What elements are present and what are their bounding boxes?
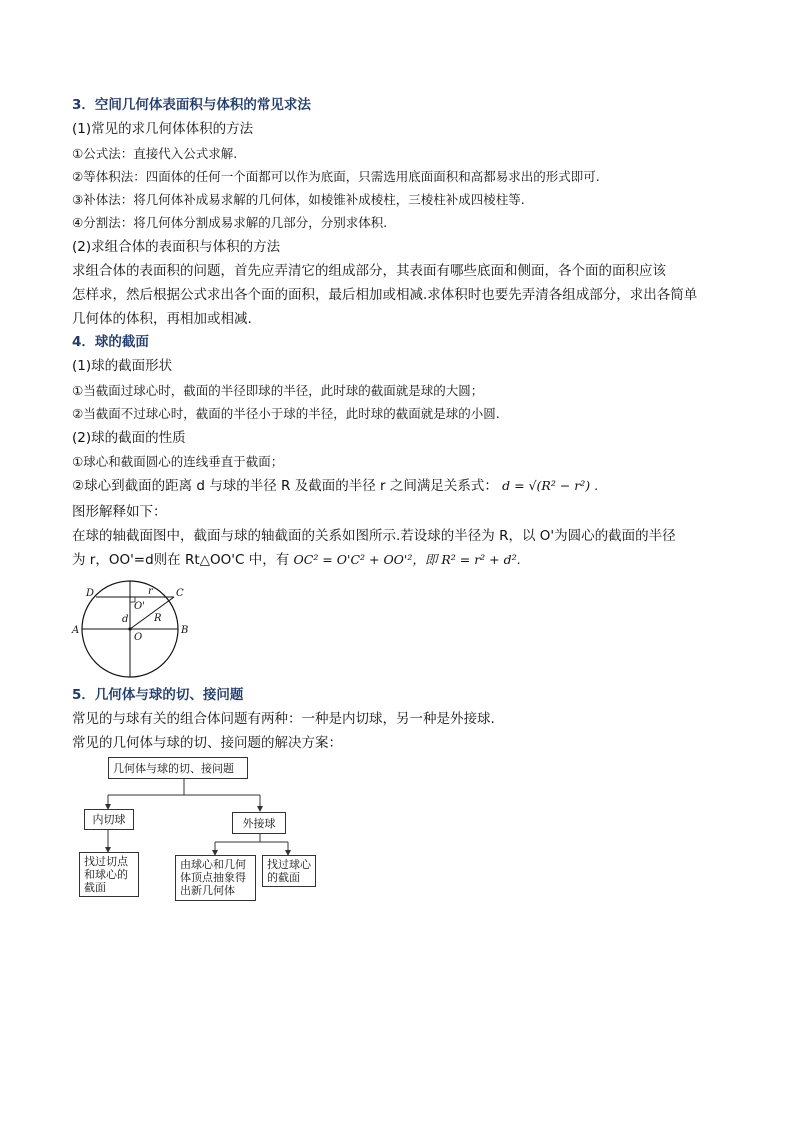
section4-heading: 4．球的截面 [72,334,149,350]
section3-paragraph-line-3: 几何体的体积，再相加或相减. [72,311,252,327]
flow-new-solid-box: 由球心和几何体顶点抽象得出新几何体 [175,855,256,901]
section4-explain-line-2-formula: OC² = O'C² + OO'²，即 R² = r² + d². [293,552,521,567]
label-C: C [176,588,184,599]
section4-subheading-1: (1)球的截面形状 [72,358,173,374]
section3-paragraph-line-1: 求组合体的表面积的问题，首先应弄清它的组成部分，其表面有哪些底面和侧面，各个面的面积应该 [72,263,666,279]
label-d: d [122,614,129,625]
label-O-prime: O' [134,601,145,612]
section4-explain-title: 图形解释如下： [72,504,167,520]
section4-item-1: ①当截面过球心时，截面的半径即球的半径，此时球的截面就是球的大圆； [72,383,484,398]
section4-property-2-formula: d = √(R² − r²) . [502,478,599,493]
section3-item-2: ②等体积法：四面体的任何一个面都可以作为底面，只需选用底面面积和高都易求出的形式即可. [72,169,600,184]
section4-explain-line-1: 在球的轴截面图中，截面与球的轴截面的关系如图所示.若设球的半径为 R，以 O'为圆心的截面的半径 [72,528,676,544]
section3-item-3: ③补体法：将几何体补成易求解的几何体，如棱锥补成棱柱，三棱柱补成四棱柱等. [72,192,525,207]
section3-item-1: ①公式法：直接代入公式求解. [72,146,238,161]
section5-heading: 5．几何体与球的切、接问题 [72,687,244,703]
section4-subheading-2: (2)球的截面的性质 [72,430,186,446]
label-A: A [72,625,80,636]
label-r: r [148,586,153,597]
flow-center-section-box: 找过球心的截面 [262,855,316,887]
label-O: O [134,632,143,643]
section3-subheading-1: (1)常见的求几何体体积的方法 [72,121,254,137]
section5-line-1: 常见的与球有关的组合体问题有两种：一种是内切球，另一种是外接球. [72,711,495,727]
label-R: R [154,613,162,624]
section4-property-2-text: ②球心到截面的距离 d 与球的半径 R 及截面的半径 r 之间满足关系式： [72,478,498,494]
flow-inscribed-sphere-box: 内切球 [84,809,134,830]
label-D: D [86,588,95,599]
section3-item-4: ④分割法：将几何体分割成易求解的几部分，分别求体积. [72,215,388,230]
flow-tangent-section-box: 找过切点和球心的截面 [79,852,139,897]
flow-root-box: 几何体与球的切、接问题 [108,757,248,779]
section3-subheading-2: (2)求组合体的表面积与体积的方法 [72,239,281,255]
section4-property-1: ①球心和截面圆心的连线垂直于截面； [72,454,284,469]
flow-circumscribed-sphere-box: 外接球 [232,812,286,834]
section4-item-2: ②当截面不过球心时，截面的半径小于球的半径，此时球的截面就是球的小圆. [72,406,500,421]
section3-paragraph-line-2: 怎样求，然后根据公式求出各个面的面积，最后相加或相减.求体积时也要先弄清各组成部分，求出各简单 [72,287,698,303]
section5-line-2: 常见的几何体与球的切、接问题的解决方案： [72,735,342,751]
label-B: B [181,625,189,636]
section4-explain-line-2-text: 为 r，OO'=d则在 Rt△OO'C 中，有 [72,552,290,568]
section3-heading: 3．空间几何体表面积与体积的常见求法 [72,97,311,113]
